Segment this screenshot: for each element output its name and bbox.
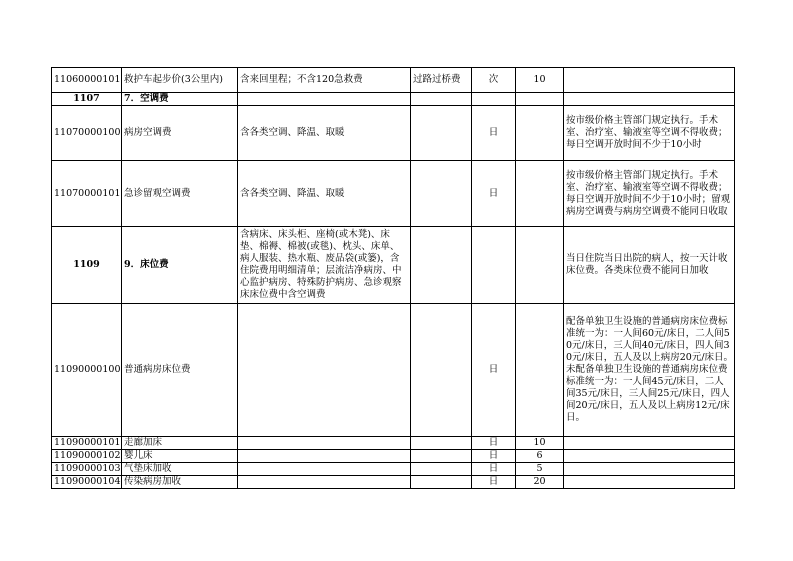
cell-name: 婴儿床 — [122, 450, 238, 463]
cell-unit: 日 — [472, 463, 516, 476]
table-row — [52, 161, 735, 227]
cell-note — [564, 93, 735, 106]
cell-content — [238, 437, 411, 450]
cell-excl — [411, 106, 472, 161]
cell-excl — [411, 93, 472, 106]
cell-content: 含各类空调、降温、取暖 — [238, 161, 411, 227]
cell-note: 配备单独卫生设施的普通病房床位费标准统一为：一人间60元/床日，二人间50元/床日，三人间40元/床日，四人间30元/床日，五人及以上病房20元/床日。 未配备单独卫生设施的普通病房床位费标准统一为：一人间45元/床日，二人间35元/床日，三人间25元/床日，四人间20元/床日，五人及以上病房12元/床日。 — [564, 304, 735, 437]
cell-name: 救护车起步价(3公里内) — [122, 68, 238, 93]
cell-content: 含来回里程；不含120急救费 — [238, 68, 411, 93]
cell-unit: 日 — [472, 161, 516, 227]
cell-note: 当日住院当日出院的病人，按一天计收床位费。各类床位费不能同日加收 — [564, 227, 735, 304]
cell-code: 11090000101 — [52, 437, 122, 450]
cell-unit: 日 — [472, 450, 516, 463]
cell-note: 按市级价格主管部门规定执行。手术室、治疗室、输液室等空调不得收费；每日空调开放时间不少于10小时 — [564, 106, 735, 161]
table-row — [52, 227, 735, 304]
cell-price: 6 — [516, 450, 564, 463]
cell-note: 按市级价格主管部门规定执行。手术室、治疗室、输液室等空调不得收费；每日空调开放时间不少于10小时；留观病房空调费与病房空调费不能同日收取 — [564, 161, 735, 227]
table-row — [52, 450, 735, 463]
cell-price — [516, 106, 564, 161]
cell-note — [564, 450, 735, 463]
cell-unit: 日 — [472, 106, 516, 161]
cell-excl — [411, 227, 472, 304]
fee-table-body — [52, 68, 748, 489]
cell-content: 含病床、床头柜、座椅(或木凳)、床垫、棉褥、棉被(或毯)、枕头、床单、病人服装、热水瓶、废品袋(或篓)，含住院费用明细清单；层流洁净病房、中心监护病房、特殊防护病房、急诊观察床床位费中含空调费 — [238, 227, 411, 304]
cell-code: 11070000101 — [52, 161, 122, 227]
cell-price: 20 — [516, 476, 564, 489]
cell-content — [238, 450, 411, 463]
cell-excl — [411, 161, 472, 227]
cell-note — [564, 476, 735, 489]
table-row — [52, 304, 735, 437]
cell-excl: 过路过桥费 — [411, 68, 472, 93]
cell-price — [516, 93, 564, 106]
cell-content — [238, 463, 411, 476]
table-row — [52, 476, 735, 489]
cell-price — [516, 227, 564, 304]
cell-price — [516, 304, 564, 437]
table-row — [52, 437, 735, 450]
cell-code: 11090000103 — [52, 463, 122, 476]
cell-note — [564, 463, 735, 476]
cell-name: 走廊加床 — [122, 437, 238, 450]
cell-name: 急诊留观空调费 — [122, 161, 238, 227]
cell-name: 7．空调费 — [122, 93, 238, 106]
fee-table — [51, 67, 748, 489]
cell-excl — [411, 437, 472, 450]
cell-unit — [472, 93, 516, 106]
cell-code: 11090000102 — [52, 450, 122, 463]
cell-excl — [411, 476, 472, 489]
cell-name: 普通病房床位费 — [122, 304, 238, 437]
cell-content — [238, 93, 411, 106]
cell-code: 1109 — [52, 227, 122, 304]
cell-name: 9．床位费 — [122, 227, 238, 304]
cell-price: 10 — [516, 68, 564, 93]
cell-unit: 次 — [472, 68, 516, 93]
cell-name: 病房空调费 — [122, 106, 238, 161]
cell-content — [238, 476, 411, 489]
cell-name: 气垫床加收 — [122, 463, 238, 476]
cell-code: 11060000101 — [52, 68, 122, 93]
cell-price: 10 — [516, 437, 564, 450]
cell-excl — [411, 463, 472, 476]
cell-code: 11070000100 — [52, 106, 122, 161]
cell-unit: 日 — [472, 304, 516, 437]
cell-name: 传染病房加收 — [122, 476, 238, 489]
table-row — [52, 106, 735, 161]
cell-price — [516, 161, 564, 227]
cell-code: 1107 — [52, 93, 122, 106]
table-row — [52, 93, 735, 106]
cell-price: 5 — [516, 463, 564, 476]
cell-note — [564, 437, 735, 450]
cell-code: 11090000104 — [52, 476, 122, 489]
cell-content — [238, 304, 411, 437]
cell-excl — [411, 450, 472, 463]
table-row — [52, 68, 735, 93]
table-row — [52, 463, 735, 476]
cell-excl — [411, 304, 472, 437]
cell-content: 含各类空调、降温、取暖 — [238, 106, 411, 161]
cell-unit: 日 — [472, 437, 516, 450]
cell-code: 11090000100 — [52, 304, 122, 437]
cell-unit: 日 — [472, 476, 516, 489]
cell-note — [564, 68, 735, 93]
cell-unit — [472, 227, 516, 304]
